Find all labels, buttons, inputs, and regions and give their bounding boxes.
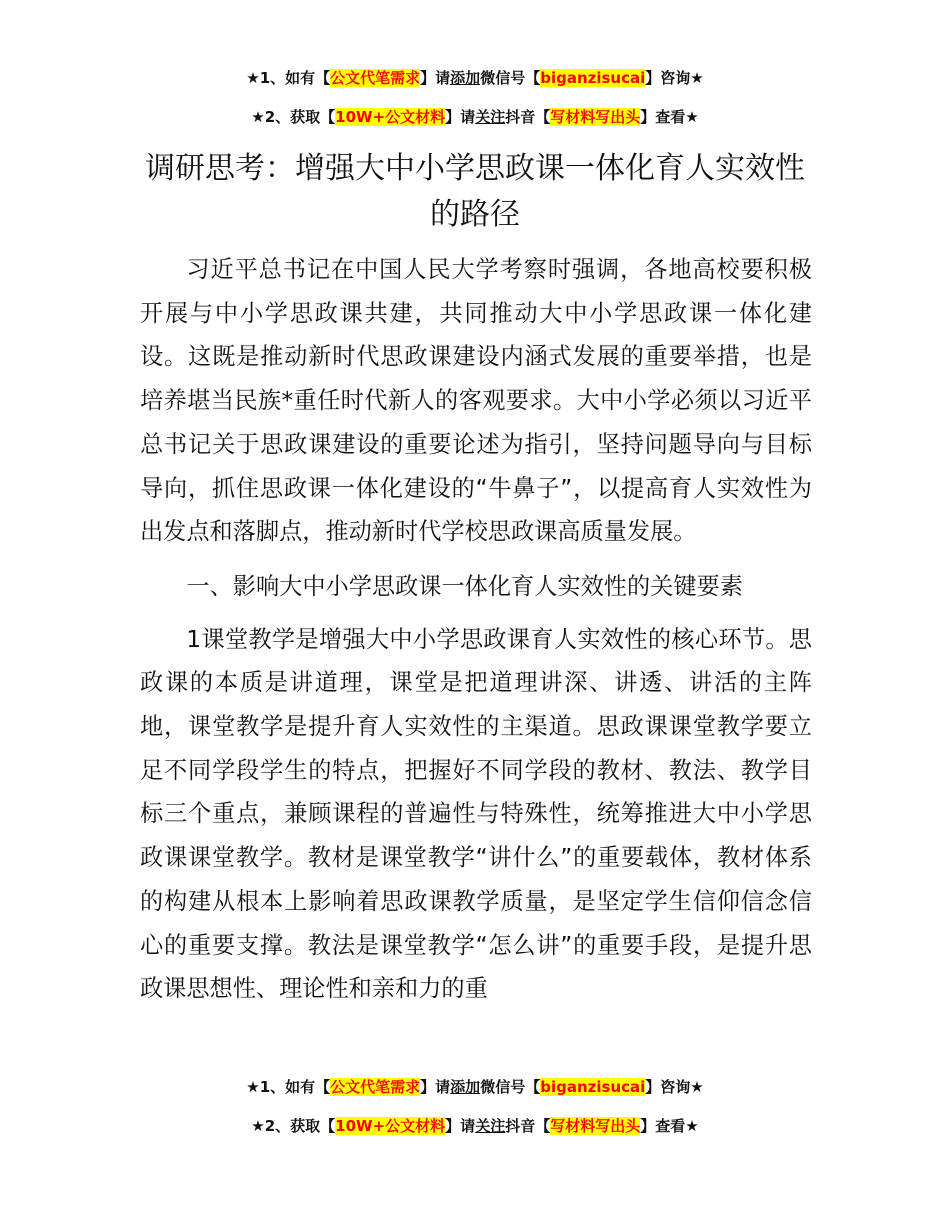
footer-banner-line-1 xyxy=(0,1076,950,1098)
banner-text: 】咨询 xyxy=(645,69,691,87)
banner-text: 】请 xyxy=(420,1078,451,1096)
banner-text: 】咨询 xyxy=(645,1078,691,1096)
header-banner-line-2 xyxy=(0,106,950,128)
star-icon: ★ xyxy=(246,1078,260,1096)
underlined-follow: 关注 xyxy=(475,1117,506,1135)
document-title: 调研思考：增强大中小学思政课一体化育人实效性的路径 xyxy=(145,151,805,232)
underlined-add: 添加 xyxy=(450,1078,481,1096)
star-icon: ★ xyxy=(246,69,260,87)
star-icon: ★ xyxy=(251,1117,265,1135)
banner-text: 抖音【 xyxy=(505,1117,551,1135)
banner-text: 微信号【 xyxy=(480,1078,541,1096)
banner-text: 】请 xyxy=(420,69,451,87)
highlight-douyin-account: 写材料写出头 xyxy=(550,1117,641,1135)
highlight-materials: 10W+公文材料 xyxy=(335,1117,446,1135)
highlight-wechat-id: biganzisucai xyxy=(540,69,646,87)
banner-text: 抖音【 xyxy=(505,108,551,126)
star-icon: ★ xyxy=(690,69,704,87)
highlight-wechat-id: biganzisucai xyxy=(540,1078,646,1096)
banner-text: 2、获取【 xyxy=(264,108,336,126)
underlined-add: 添加 xyxy=(450,69,481,87)
star-icon: ★ xyxy=(685,108,699,126)
highlight-service: 公文代笔需求 xyxy=(330,69,421,87)
banner-text: 】查看 xyxy=(640,1117,686,1135)
highlight-service: 公文代笔需求 xyxy=(330,1078,421,1096)
banner-text: 1、如有【 xyxy=(259,69,331,87)
star-icon: ★ xyxy=(251,108,265,126)
banner-text: 】请 xyxy=(445,108,476,126)
banner-text: 1、如有【 xyxy=(259,1078,331,1096)
banner-text: 】请 xyxy=(445,1117,476,1135)
banner-text: 2、获取【 xyxy=(264,1117,336,1135)
banner-text: 微信号【 xyxy=(480,69,541,87)
footer-banner-line-2 xyxy=(0,1115,950,1137)
highlight-douyin-account: 写材料写出头 xyxy=(550,108,641,126)
header-banner-line-1 xyxy=(0,67,950,89)
body-paragraph: 1课堂教学是增强大中小学思政课育人实效性的核心环节。思政课的本质是讲道理，课堂是把道理讲深、讲透、讲活的主阵地，课堂教学是提升育人实效性的主渠道。思政课课堂教学要立足不同学段学生的特点，把握好不同学段的教材、教法、教学目标三个重点，兼顾课程的普遍性与特殊性，统筹推进大中小学思政课课堂教学。教材是课堂教学“讲什么”的重要载体，教材体系的构建从根本上影响着思政课教学质量，是坚定学生信仰信念信心的重要支撑。教法是课堂教学“怎么讲”的重要手段，是提升思政课思想性、理论性和亲和力的重 xyxy=(140,625,812,1003)
star-icon: ★ xyxy=(685,1117,699,1135)
star-icon: ★ xyxy=(690,1078,704,1096)
document-body xyxy=(140,248,812,1011)
intro-paragraph: 习近平总书记在中国人民大学考察时强调，各地高校要积极开展与中小学思政课共建，共同推动大中小学思政课一体化建设。这既是推动新时代思政课建设内涵式发展的重要举措，也是培养堪当民族*重任时代新人的客观要求。大中小学必须以习近平总书记关于思政课建设的重要论述为指引，坚持问题导向与目标导向，抓住思政课一体化建设的“牛鼻子”，以提高育人实效性为出发点和落脚点，推动新时代学校思政课高质量发展。 xyxy=(140,256,812,546)
section-heading: 一、影响大中小学思政课一体化育人实效性的关键要素 xyxy=(186,572,743,600)
highlight-materials: 10W+公文材料 xyxy=(335,108,446,126)
banner-text: 】查看 xyxy=(640,108,686,126)
underlined-follow: 关注 xyxy=(475,108,506,126)
